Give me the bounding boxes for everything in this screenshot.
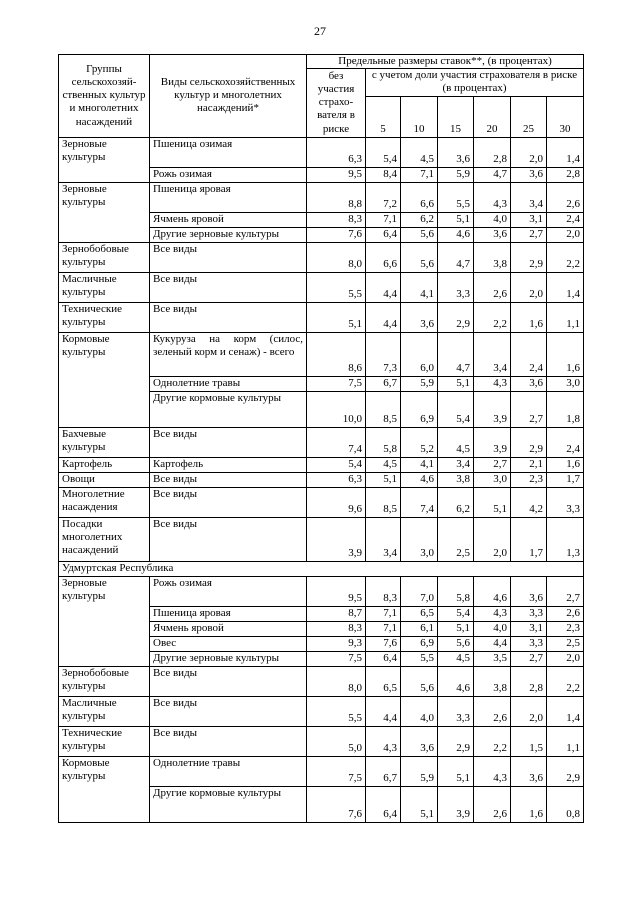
- crop-group: Кормовые культуры: [59, 756, 150, 822]
- rate-value: 2,2: [547, 666, 584, 696]
- rate-value: 2,4: [547, 212, 584, 227]
- rate-value: 7,2: [366, 182, 401, 212]
- rate-value: 6,1: [401, 621, 438, 636]
- rate-value: 4,6: [438, 666, 474, 696]
- rate-value: 3,6: [474, 227, 511, 242]
- rate-value: 7,1: [366, 212, 401, 227]
- rate-base: 7,5: [307, 376, 366, 391]
- crop-kind: Все виды: [150, 427, 307, 457]
- rate-value: 1,6: [547, 332, 584, 376]
- crop-kind: Другие зерновые культуры: [150, 227, 307, 242]
- header-percent: 5: [366, 96, 401, 137]
- rate-value: 2,8: [511, 666, 547, 696]
- rate-value: 2,6: [547, 182, 584, 212]
- rate-value: 2,9: [547, 756, 584, 786]
- rate-value: 1,5: [511, 726, 547, 756]
- rate-value: 6,0: [401, 332, 438, 376]
- rate-value: 3,8: [474, 666, 511, 696]
- rate-value: 7,1: [366, 606, 401, 621]
- crop-group: Картофель: [59, 457, 150, 472]
- crop-kind: Все виды: [150, 302, 307, 332]
- rate-value: 3,4: [511, 182, 547, 212]
- rate-value: 7,4: [401, 487, 438, 517]
- rate-value: 1,4: [547, 137, 584, 167]
- header-percent: 10: [401, 96, 438, 137]
- rate-value: 1,6: [511, 786, 547, 822]
- table-row: [59, 576, 584, 606]
- rate-value: 5,9: [438, 167, 474, 182]
- rate-value: 4,4: [474, 636, 511, 651]
- rate-value: 4,7: [438, 242, 474, 272]
- rate-value: 5,8: [438, 576, 474, 606]
- rate-value: 5,4: [438, 606, 474, 621]
- crop-kind: Все виды: [150, 517, 307, 561]
- rate-value: 4,0: [474, 212, 511, 227]
- rate-value: 3,9: [438, 786, 474, 822]
- rate-value: 3,1: [511, 621, 547, 636]
- rate-base: 5,0: [307, 726, 366, 756]
- crop-kind: Однолетние травы: [150, 756, 307, 786]
- rate-value: 7,0: [401, 576, 438, 606]
- rate-value: 4,4: [366, 272, 401, 302]
- rate-value: 4,1: [401, 272, 438, 302]
- rate-value: 6,2: [438, 487, 474, 517]
- rate-value: 2,7: [547, 576, 584, 606]
- rate-value: 8,4: [366, 167, 401, 182]
- rate-value: 6,6: [401, 182, 438, 212]
- table-row: [59, 427, 584, 457]
- rate-base: 7,6: [307, 786, 366, 822]
- rate-value: 4,2: [511, 487, 547, 517]
- rate-value: 5,2: [401, 427, 438, 457]
- rate-value: 2,9: [511, 242, 547, 272]
- region-row: [59, 561, 584, 576]
- rate-base: 6,3: [307, 472, 366, 487]
- crop-kind: Кукуруза на корм (силос, зеленый корм и сенаж) - всего: [150, 332, 307, 376]
- rate-value: 2,7: [511, 227, 547, 242]
- rate-value: 2,7: [511, 651, 547, 666]
- rate-value: 4,6: [474, 576, 511, 606]
- rate-value: 1,6: [547, 457, 584, 472]
- rate-base: 10,0: [307, 391, 366, 427]
- table-row: [59, 457, 584, 472]
- rate-value: 4,3: [366, 726, 401, 756]
- crop-kind: Рожь озимая: [150, 576, 307, 606]
- rate-value: 6,9: [401, 636, 438, 651]
- rate-value: 5,5: [401, 651, 438, 666]
- rate-value: 2,9: [438, 726, 474, 756]
- table-row: [59, 487, 584, 517]
- rate-value: 4,7: [438, 332, 474, 376]
- crop-group: Масличные культуры: [59, 272, 150, 302]
- rate-value: 2,9: [438, 302, 474, 332]
- table-row: [59, 182, 584, 212]
- rate-value: 5,1: [438, 376, 474, 391]
- rate-value: 2,9: [511, 427, 547, 457]
- rate-value: 3,8: [438, 472, 474, 487]
- crop-kind: Пшеница яровая: [150, 182, 307, 212]
- rate-value: 5,4: [438, 391, 474, 427]
- rate-value: 2,4: [547, 427, 584, 457]
- rate-value: 1,6: [511, 302, 547, 332]
- rate-value: 0,8: [547, 786, 584, 822]
- rate-value: 5,9: [401, 376, 438, 391]
- rate-value: 3,0: [547, 376, 584, 391]
- rate-base: 7,5: [307, 651, 366, 666]
- rate-value: 6,9: [401, 391, 438, 427]
- crop-group: Бахчевые культуры: [59, 427, 150, 457]
- rate-value: 4,1: [401, 457, 438, 472]
- rate-value: 4,3: [474, 756, 511, 786]
- crop-group: Зерновые культуры: [59, 137, 150, 182]
- rate-value: 3,3: [438, 696, 474, 726]
- table-row: [59, 472, 584, 487]
- rate-base: 8,8: [307, 182, 366, 212]
- crop-kind: Пшеница яровая: [150, 606, 307, 621]
- rate-value: 1,1: [547, 726, 584, 756]
- crop-group: Зернобобовые культуры: [59, 242, 150, 272]
- header-percent: 30: [547, 96, 584, 137]
- rate-base: 7,5: [307, 756, 366, 786]
- crop-kind: Рожь озимая: [150, 167, 307, 182]
- rate-value: 5,6: [401, 227, 438, 242]
- crop-kind: Все виды: [150, 242, 307, 272]
- crop-kind: Все виды: [150, 487, 307, 517]
- rate-value: 2,8: [474, 137, 511, 167]
- rate-value: 2,6: [474, 696, 511, 726]
- rate-base: 8,7: [307, 606, 366, 621]
- header-percent: 20: [474, 96, 511, 137]
- rate-value: 2,2: [547, 242, 584, 272]
- crop-kind: Другие зерновые культуры: [150, 651, 307, 666]
- crop-group: Зернобобовые культуры: [59, 666, 150, 696]
- rate-value: 7,1: [366, 621, 401, 636]
- rate-value: 3,1: [511, 212, 547, 227]
- rate-value: 4,3: [474, 606, 511, 621]
- region-title: Удмуртская Республика: [59, 561, 584, 576]
- rate-value: 2,2: [474, 302, 511, 332]
- rate-base: 5,4: [307, 457, 366, 472]
- rate-value: 6,7: [366, 756, 401, 786]
- rate-base: 9,6: [307, 487, 366, 517]
- rate-value: 2,6: [474, 272, 511, 302]
- rate-value: 6,2: [401, 212, 438, 227]
- rate-value: 7,6: [366, 636, 401, 651]
- rate-value: 5,5: [438, 182, 474, 212]
- crop-group: Многолетние насаждения: [59, 487, 150, 517]
- rate-base: 8,0: [307, 242, 366, 272]
- table-row: [59, 137, 584, 167]
- rate-value: 4,0: [474, 621, 511, 636]
- rate-value: 5,8: [366, 427, 401, 457]
- rate-value: 3,8: [474, 242, 511, 272]
- rate-value: 3,4: [366, 517, 401, 561]
- rate-value: 4,4: [366, 696, 401, 726]
- rate-value: 6,5: [401, 606, 438, 621]
- rate-value: 1,1: [547, 302, 584, 332]
- rate-value: 2,0: [511, 696, 547, 726]
- crop-group: Кормовые культуры: [59, 332, 150, 427]
- table-row: [59, 302, 584, 332]
- header-base: без участия страхо-вателя в риске: [307, 69, 366, 137]
- rate-value: 8,5: [366, 391, 401, 427]
- rate-base: 7,4: [307, 427, 366, 457]
- header-group: Группы сельскохозяй-ственных культур и многолетних насаждений: [59, 55, 150, 138]
- rate-value: 2,0: [547, 651, 584, 666]
- crop-kind: Овес: [150, 636, 307, 651]
- rate-base: 3,9: [307, 517, 366, 561]
- table-row: [59, 666, 584, 696]
- header-percent: 15: [438, 96, 474, 137]
- rate-value: 3,9: [474, 427, 511, 457]
- crop-group: Зерновые культуры: [59, 182, 150, 242]
- rate-value: 1,7: [511, 517, 547, 561]
- table-row: [59, 726, 584, 756]
- rate-value: 3,6: [511, 376, 547, 391]
- rate-value: 2,2: [474, 726, 511, 756]
- rate-value: 3,6: [401, 302, 438, 332]
- rate-value: 4,5: [366, 457, 401, 472]
- rate-value: 4,6: [438, 227, 474, 242]
- rate-value: 4,5: [438, 427, 474, 457]
- header-kind: Виды сельскохозяйственных культур и многолетних насаждений*: [150, 55, 307, 138]
- rate-value: 4,0: [401, 696, 438, 726]
- rate-value: 2,7: [474, 457, 511, 472]
- table-row: [59, 242, 584, 272]
- rate-value: 4,4: [366, 302, 401, 332]
- rate-base: 7,6: [307, 227, 366, 242]
- rate-value: 3,3: [547, 487, 584, 517]
- rate-value: 1,7: [547, 472, 584, 487]
- table-row: [59, 332, 584, 376]
- header-share: с учетом доли участия страхователя в риске (в процентах): [366, 69, 584, 96]
- rate-value: 3,6: [401, 726, 438, 756]
- rate-value: 3,3: [511, 636, 547, 651]
- crop-kind: Картофель: [150, 457, 307, 472]
- crop-group: Технические культуры: [59, 726, 150, 756]
- rate-value: 3,6: [511, 576, 547, 606]
- rate-base: 8,3: [307, 621, 366, 636]
- crop-kind: Ячмень яровой: [150, 212, 307, 227]
- rate-value: 6,4: [366, 651, 401, 666]
- rate-base: 6,3: [307, 137, 366, 167]
- rate-value: 3,3: [511, 606, 547, 621]
- rate-value: 1,4: [547, 272, 584, 302]
- rate-value: 2,4: [511, 332, 547, 376]
- rate-value: 3,3: [438, 272, 474, 302]
- rate-value: 3,4: [474, 332, 511, 376]
- rate-value: 3,6: [511, 756, 547, 786]
- rate-value: 4,5: [438, 651, 474, 666]
- rate-base: 9,3: [307, 636, 366, 651]
- table-row: [59, 272, 584, 302]
- rate-base: 8,3: [307, 212, 366, 227]
- crop-kind: Другие кормовые культуры: [150, 786, 307, 822]
- rate-value: 5,1: [438, 621, 474, 636]
- rate-value: 3,5: [474, 651, 511, 666]
- rate-value: 5,1: [438, 212, 474, 227]
- rates-table: [58, 54, 584, 823]
- rate-value: 2,0: [511, 137, 547, 167]
- rate-value: 4,3: [474, 182, 511, 212]
- rate-value: 4,3: [474, 376, 511, 391]
- rate-value: 1,8: [547, 391, 584, 427]
- rate-value: 6,5: [366, 666, 401, 696]
- rate-base: 5,5: [307, 696, 366, 726]
- rate-base: 9,5: [307, 167, 366, 182]
- rate-value: 6,6: [366, 242, 401, 272]
- page-number: 27: [314, 24, 326, 38]
- rate-value: 1,4: [547, 696, 584, 726]
- rate-value: 5,6: [438, 636, 474, 651]
- table-row: [59, 696, 584, 726]
- crop-kind: Все виды: [150, 696, 307, 726]
- table-row: [59, 756, 584, 786]
- crop-kind: Однолетние травы: [150, 376, 307, 391]
- rate-value: 1,3: [547, 517, 584, 561]
- rate-value: 2,8: [547, 167, 584, 182]
- rate-value: 6,4: [366, 786, 401, 822]
- rate-value: 2,3: [547, 621, 584, 636]
- rate-value: 2,0: [474, 517, 511, 561]
- rate-value: 3,0: [474, 472, 511, 487]
- rate-value: 4,6: [401, 472, 438, 487]
- rate-value: 5,1: [474, 487, 511, 517]
- rate-value: 2,5: [438, 517, 474, 561]
- rate-value: 3,0: [401, 517, 438, 561]
- rate-value: 2,5: [547, 636, 584, 651]
- rate-value: 3,4: [438, 457, 474, 472]
- rate-value: 5,1: [401, 786, 438, 822]
- header-limit: Предельные размеры ставок**, (в процентах): [307, 55, 584, 69]
- rate-base: 5,5: [307, 272, 366, 302]
- rate-value: 5,4: [366, 137, 401, 167]
- crop-group: Посадки многолетних насаждений: [59, 517, 150, 561]
- rate-value: 5,1: [438, 756, 474, 786]
- rate-value: 5,9: [401, 756, 438, 786]
- table-row: [59, 517, 584, 561]
- rate-value: 3,6: [511, 167, 547, 182]
- crop-kind: Все виды: [150, 272, 307, 302]
- crop-kind: Все виды: [150, 726, 307, 756]
- rate-value: 6,4: [366, 227, 401, 242]
- crop-group: Масличные культуры: [59, 696, 150, 726]
- crop-kind: Все виды: [150, 666, 307, 696]
- rate-value: 5,1: [366, 472, 401, 487]
- crop-group: Зерновые культуры: [59, 576, 150, 666]
- rate-value: 8,3: [366, 576, 401, 606]
- crop-group: Овощи: [59, 472, 150, 487]
- rate-base: 8,6: [307, 332, 366, 376]
- rate-value: 2,7: [511, 391, 547, 427]
- rate-value: 2,3: [511, 472, 547, 487]
- header-percent: 25: [511, 96, 547, 137]
- rate-value: 8,5: [366, 487, 401, 517]
- rate-value: 5,6: [401, 666, 438, 696]
- rate-value: 4,5: [401, 137, 438, 167]
- rate-value: 2,6: [474, 786, 511, 822]
- rate-value: 3,6: [438, 137, 474, 167]
- rate-value: 2,0: [511, 272, 547, 302]
- crop-kind: Все виды: [150, 472, 307, 487]
- rate-value: 2,0: [547, 227, 584, 242]
- table-body: [59, 137, 584, 822]
- crop-kind: Ячмень яровой: [150, 621, 307, 636]
- rate-value: 2,6: [547, 606, 584, 621]
- crop-kind: Другие кормовые культуры: [150, 391, 307, 427]
- rate-value: 6,7: [366, 376, 401, 391]
- crop-group: Технические культуры: [59, 302, 150, 332]
- rate-value: 5,6: [401, 242, 438, 272]
- rate-value: 7,1: [401, 167, 438, 182]
- rate-value: 4,7: [474, 167, 511, 182]
- rate-base: 5,1: [307, 302, 366, 332]
- crop-kind: Пшеница озимая: [150, 137, 307, 167]
- rate-base: 9,5: [307, 576, 366, 606]
- rate-value: 3,9: [474, 391, 511, 427]
- rate-base: 8,0: [307, 666, 366, 696]
- rate-value: 2,1: [511, 457, 547, 472]
- rate-value: 7,3: [366, 332, 401, 376]
